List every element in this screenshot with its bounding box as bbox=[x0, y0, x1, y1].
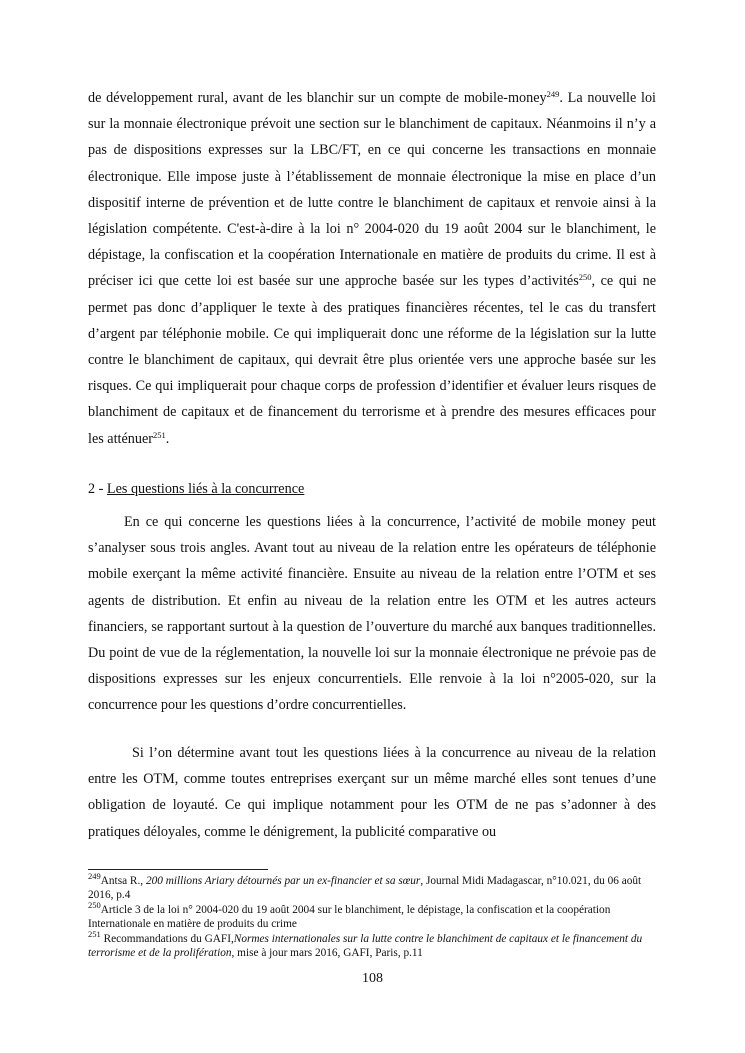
footnote-text: Antsa R., bbox=[100, 875, 146, 887]
footnote-text: , Journal Midi Madagascar, n°10.021, du 06 août 2016, p.4 bbox=[88, 875, 642, 901]
paragraph-text: de développement rural, avant de les blanchir sur un compte de mobile-money bbox=[88, 90, 547, 106]
section-number: 2 - bbox=[88, 481, 107, 497]
paragraph-money-laundering bbox=[88, 85, 656, 452]
footnote-ref-250[interactable]: 250 bbox=[578, 272, 592, 283]
footnote-249 bbox=[88, 871, 656, 902]
section-heading bbox=[88, 476, 304, 502]
footnote-number: 249 bbox=[88, 871, 101, 881]
footnote-text: , mise à jour mars 2016, GAFI, Paris, p.11 bbox=[231, 946, 423, 959]
footnote-250 bbox=[88, 900, 656, 931]
paragraph-text: . bbox=[165, 430, 170, 447]
footnote-text: Article 3 de la loi n° 2004-020 du 19 août 2004 sur le blanchiment, le dépistage, la confiscation et la coopération Internationale en matière de produits du crime bbox=[88, 904, 611, 930]
paragraph-otm-relations: Si l’on détermine avant tout les questions liées à la concurrence au niveau de la relation entre les OTM, comme toutes entreprises exerçant sur un même marché elles sont tenues d’une obligation de loyauté. Ce qui implique notamment pour les OTM de ne pas s’adonner à des pratiques déloyales, comme le dénigrement, la publicité comparative ou bbox=[88, 745, 656, 840]
section-title: Les questions liés à la concurrence bbox=[106, 481, 305, 497]
footnote-251 bbox=[88, 929, 656, 960]
footnote-ref-249[interactable]: 249 bbox=[546, 89, 560, 99]
paragraph-text: , ce qui ne permet pas donc d’appliquer le texte à des pratiques financières récentes, tel le cas du transfert d’argent par téléphonie mobile. Ce qui impliquerait donc une réforme de la législation sur la lutte contre le blanchiment de capitaux, qui devrait être plus orientée vers une approche basée sur les risques. Ce qui impliquerait pour chaque corps de profession d’identifier et évaluer leurs risques de blanchiment de capitaux et de financement du terrorisme et à prendre des mesures efficaces pour les atténuer bbox=[88, 273, 656, 447]
footnote-separator bbox=[88, 869, 268, 870]
footnote-number: 251 bbox=[88, 929, 101, 939]
paragraph-text: . La nouvelle loi sur la monnaie électronique prévoit une section sur le blanchiment de capitaux. Néanmoins il n’y a pas de dispositions expresses sur la LBC/FT, en ce qui concerne les transactions en monnaie électronique. Elle impose juste à l’établissement de monnaie électronique la mise en place d’un dispositif interne de prévention et de lutte contre le blanchiment de capitaux et renvoie ainsi à la législation compétente. C'est-à-dire à la loi n° 2004-020 du 19 août 2004 sur le blanchiment, le dépistage, la confiscation et la coopération Internationale en matière de produits du crime. Il est à préciser ici que cette loi est basée sur une approche basée sur les types d’activités bbox=[88, 90, 656, 290]
footnote-ref-251[interactable]: 251 bbox=[153, 429, 166, 440]
footnote-title: 200 millions Ariary détournés par un ex-financier et sa sœur bbox=[145, 875, 421, 887]
paragraph-competition-intro: En ce qui concerne les questions liées à la concurrence, l’activité de mobile money peut s’analyser sous trois angles. Avant tout au niveau de la relation entre les opérateurs de téléphonie mobile exerçant la même activité financière. Ensuite au niveau de la relation entre l’OTM et ses agents de distribution. Et enfin au niveau de la relation entre les OTM et les autres acteurs financiers, se rapportant surtout à la question de l’ouverture du marché aux banques traditionnelles. Du point de vue de la réglementation, la nouvelle loi sur la monnaie électronique ne prévoie pas de dispositions expresses sur les enjeux concurrentiels. Elle renvoie à la loi n°2005-020, sur la concurrence pour les questions d’ordre concurrentielles. bbox=[88, 514, 656, 714]
footnote-text: Recommandations du GAFI, bbox=[100, 933, 234, 945]
footnote-title: Normes internationales sur la lutte contre le blanchiment de capitaux et le financement du terrorisme et de la prolifération bbox=[88, 933, 643, 959]
footnote-number: 250 bbox=[88, 900, 101, 910]
page-number: 108 bbox=[362, 971, 383, 986]
